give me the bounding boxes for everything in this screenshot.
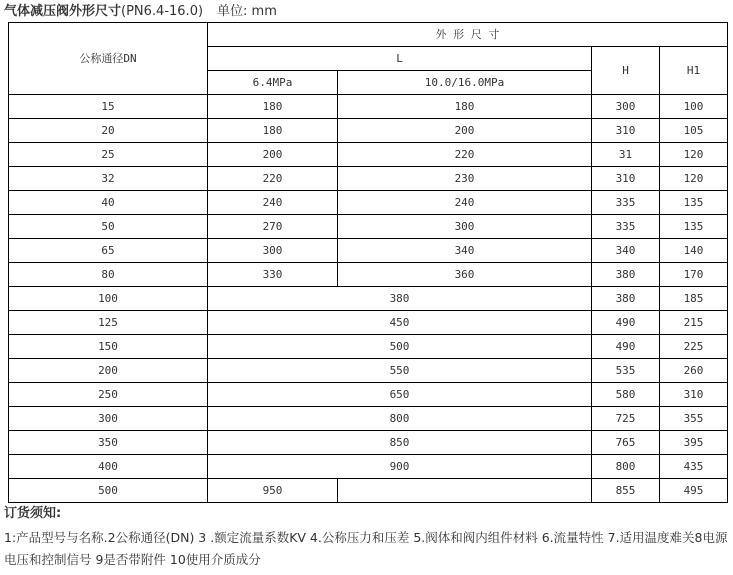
cell-dn: 400 xyxy=(9,455,208,479)
table-row xyxy=(9,143,728,167)
table-row xyxy=(9,335,728,359)
cell-l-6-4mpa: 300 xyxy=(208,239,338,263)
cell-h1: 435 xyxy=(660,455,728,479)
table-row xyxy=(9,95,728,119)
cell-h1: 105 xyxy=(660,119,728,143)
cell-h1: 135 xyxy=(660,191,728,215)
header-l: L xyxy=(208,47,592,71)
cell-h: 535 xyxy=(592,359,660,383)
header-dn: 公称通径DN xyxy=(9,23,208,95)
cell-h: 725 xyxy=(592,407,660,431)
table-row xyxy=(9,455,728,479)
cell-l: 550 xyxy=(208,359,592,383)
cell-l: 450 xyxy=(208,311,592,335)
table-row xyxy=(9,239,728,263)
cell-l-6-4mpa: 180 xyxy=(208,95,338,119)
header-pressure-64: 6.4MPa xyxy=(208,71,338,95)
cell-l-6-4mpa: 240 xyxy=(208,191,338,215)
table-row xyxy=(9,479,728,503)
cell-l-10-16mpa: 220 xyxy=(338,143,592,167)
cell-h: 300 xyxy=(592,95,660,119)
cell-dn: 100 xyxy=(9,287,208,311)
cell-dn: 50 xyxy=(9,215,208,239)
cell-h: 380 xyxy=(592,287,660,311)
table-row xyxy=(9,431,728,455)
cell-dn: 125 xyxy=(9,311,208,335)
cell-dn: 65 xyxy=(9,239,208,263)
cell-l-10-16mpa: 230 xyxy=(338,167,592,191)
table-row xyxy=(9,191,728,215)
cell-dn: 500 xyxy=(9,479,208,503)
cell-l-6-4mpa: 270 xyxy=(208,215,338,239)
table-row xyxy=(9,119,728,143)
cell-h1: 495 xyxy=(660,479,728,503)
cell-dn: 200 xyxy=(9,359,208,383)
cell-l-10-16mpa: 340 xyxy=(338,239,592,263)
order-notes-title: 订货须知: xyxy=(4,506,62,521)
cell-h: 765 xyxy=(592,431,660,455)
table-row xyxy=(9,407,728,431)
dimension-table xyxy=(8,22,728,503)
table-row xyxy=(9,263,728,287)
cell-l-6-4mpa: 220 xyxy=(208,167,338,191)
table-row xyxy=(9,359,728,383)
cell-h1: 310 xyxy=(660,383,728,407)
cell-l-10-16mpa: 200 xyxy=(338,119,592,143)
cell-l: 650 xyxy=(208,383,592,407)
header-pressure-16: 10.0/16.0MPa xyxy=(338,71,592,95)
cell-h: 310 xyxy=(592,119,660,143)
cell-h: 340 xyxy=(592,239,660,263)
cell-h: 580 xyxy=(592,383,660,407)
cell-h: 490 xyxy=(592,335,660,359)
cell-l: 900 xyxy=(208,455,592,479)
cell-h1: 135 xyxy=(660,215,728,239)
cell-h1: 140 xyxy=(660,239,728,263)
header-h: H xyxy=(592,47,660,95)
cell-h1: 215 xyxy=(660,311,728,335)
table-row xyxy=(9,287,728,311)
cell-l-6-4mpa: 180 xyxy=(208,119,338,143)
table-row xyxy=(9,383,728,407)
cell-l-6-4mpa: 200 xyxy=(208,143,338,167)
cell-h: 31 xyxy=(592,143,660,167)
cell-dn: 150 xyxy=(9,335,208,359)
title-pressure: (PN6.4-16.0) xyxy=(121,4,204,19)
cell-h: 335 xyxy=(592,191,660,215)
cell-h1: 355 xyxy=(660,407,728,431)
cell-h: 335 xyxy=(592,215,660,239)
cell-h: 855 xyxy=(592,479,660,503)
cell-l-10-16mpa: 240 xyxy=(338,191,592,215)
cell-h: 310 xyxy=(592,167,660,191)
cell-dn: 40 xyxy=(9,191,208,215)
header-row-1 xyxy=(9,23,728,47)
cell-l-10-16mpa xyxy=(338,479,592,503)
page-title xyxy=(4,3,277,21)
cell-l: 850 xyxy=(208,431,592,455)
header-h1: H1 xyxy=(660,47,728,95)
title-unit: 单位: mm xyxy=(217,4,277,19)
table-row xyxy=(9,311,728,335)
cell-h1: 225 xyxy=(660,335,728,359)
cell-h1: 120 xyxy=(660,167,728,191)
cell-l-10-16mpa: 180 xyxy=(338,95,592,119)
cell-dn: 25 xyxy=(9,143,208,167)
order-notes-text: 1:产品型号与名称.2公称通径(DN) 3 .额定流量系数KV 4.公称压力和压差 5.阀体和阀内组件材料 6.流量特性 7.适用温度难关8电源电压和控制信号 9是否带附件 10使用介质成分 xyxy=(4,530,728,567)
cell-h: 800 xyxy=(592,455,660,479)
table-body xyxy=(9,23,728,503)
cell-dn: 15 xyxy=(9,95,208,119)
cell-l-6-4mpa: 950 xyxy=(208,479,338,503)
cell-h: 490 xyxy=(592,311,660,335)
cell-l: 800 xyxy=(208,407,592,431)
cell-h1: 120 xyxy=(660,143,728,167)
cell-h1: 260 xyxy=(660,359,728,383)
cell-h1: 185 xyxy=(660,287,728,311)
cell-dn: 250 xyxy=(9,383,208,407)
cell-h1: 170 xyxy=(660,263,728,287)
title-name: 气体减压阀外形尺寸 xyxy=(4,4,122,19)
cell-dn: 32 xyxy=(9,167,208,191)
table-row xyxy=(9,167,728,191)
cell-l-6-4mpa: 330 xyxy=(208,263,338,287)
cell-l: 380 xyxy=(208,287,592,311)
header-dimensions: 外 形 尺 寸 xyxy=(208,23,728,47)
cell-l-10-16mpa: 360 xyxy=(338,263,592,287)
table-row xyxy=(9,215,728,239)
cell-l: 500 xyxy=(208,335,592,359)
cell-dn: 350 xyxy=(9,431,208,455)
cell-h1: 395 xyxy=(660,431,728,455)
cell-h: 380 xyxy=(592,263,660,287)
cell-dn: 20 xyxy=(9,119,208,143)
cell-l-10-16mpa: 300 xyxy=(338,215,592,239)
cell-dn: 80 xyxy=(9,263,208,287)
cell-dn: 300 xyxy=(9,407,208,431)
cell-h1: 100 xyxy=(660,95,728,119)
